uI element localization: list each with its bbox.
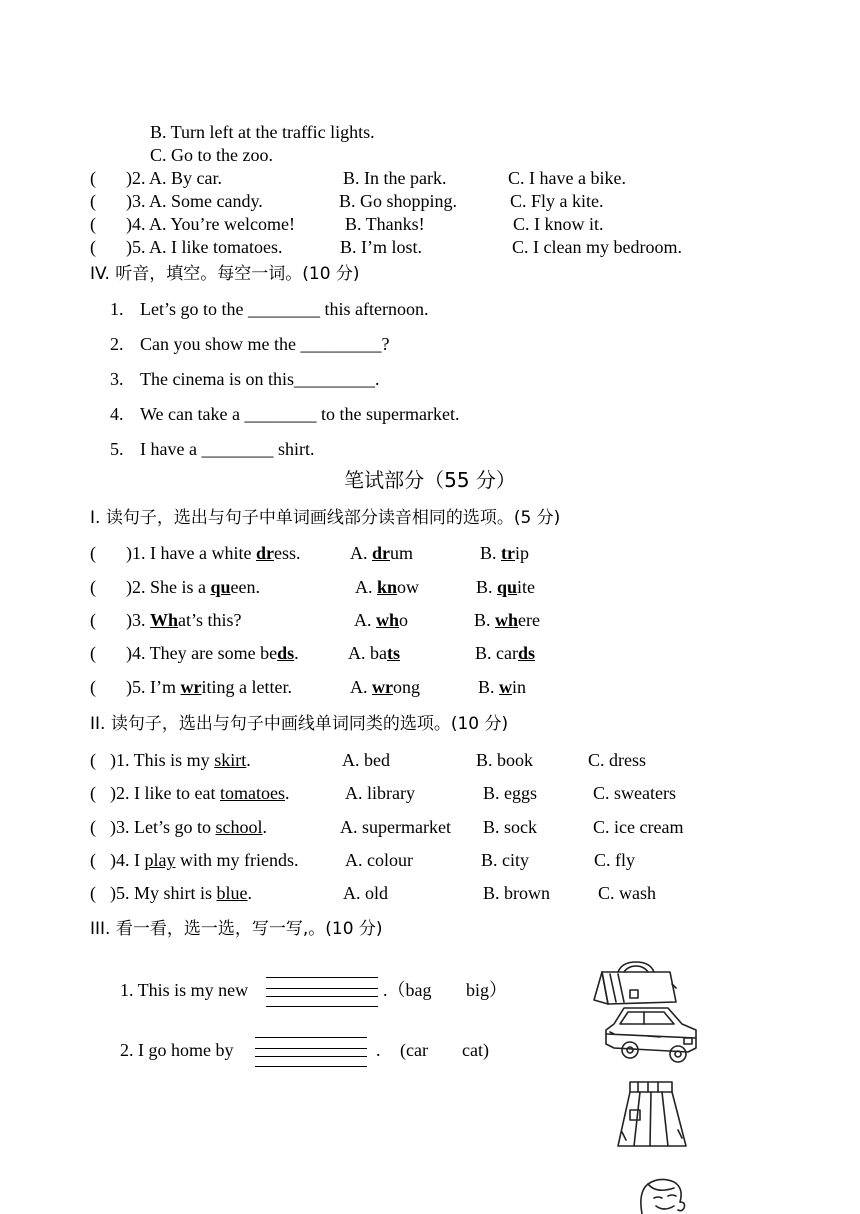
answer-bracket[interactable]: (	[90, 750, 96, 770]
item-number: 5.	[110, 439, 124, 459]
option-c: C. ice cream	[593, 817, 684, 837]
option-a: A. who	[354, 610, 409, 630]
question-text: )4. They are some beds.	[126, 643, 299, 663]
item-text: Let’s go to the ________ this afternoon.	[140, 299, 429, 319]
option-a: A. know	[355, 577, 420, 597]
listening-iii-option: C. Go to the zoo.	[150, 145, 273, 165]
fill-in-item[interactable]	[110, 403, 460, 425]
question-text: )2. I like to eat tomatoes.	[110, 783, 290, 803]
option-a: A. wrong	[350, 677, 420, 697]
option-c: C. sweaters	[593, 783, 676, 803]
option-c: C. wash	[598, 883, 656, 903]
question-text: )2. A. By car.	[126, 168, 222, 188]
listening-iii-option: B. Turn left at the traffic lights.	[150, 122, 375, 142]
option-a: A. drum	[350, 543, 414, 563]
question-row	[90, 676, 527, 698]
answer-bracket[interactable]: (	[90, 237, 96, 257]
option-b: B. cards	[475, 643, 535, 663]
question-text: )5. I’m writing a letter.	[126, 677, 292, 697]
answer-bracket[interactable]: (	[90, 610, 96, 630]
car-picture	[604, 1004, 700, 1066]
answer-bracket[interactable]: (	[90, 677, 96, 697]
question-row	[90, 236, 682, 258]
question-text: )2. She is a queen.	[126, 577, 261, 597]
writing-line[interactable]	[255, 1066, 367, 1067]
item-number: 1.	[110, 299, 124, 319]
option-b: B. Go shopping.	[339, 191, 458, 211]
question-text: )1. This is my skirt.	[110, 750, 251, 770]
fill-in-item[interactable]	[110, 368, 380, 390]
question-row	[90, 816, 684, 838]
question-text: )3. What’s this?	[126, 610, 242, 630]
question-row	[90, 642, 535, 664]
answer-bracket[interactable]: (	[90, 577, 96, 597]
question-row	[90, 609, 541, 631]
option-a: A. bed	[342, 750, 390, 770]
option-word: .	[376, 1040, 381, 1060]
answer-bracket[interactable]: (	[90, 783, 96, 803]
answer-bracket[interactable]: (	[90, 850, 96, 870]
option-a: A. bats	[348, 643, 400, 663]
option-b: B. city	[481, 850, 529, 870]
part-title: 笔试部分（55 分）	[344, 468, 516, 492]
answer-bracket[interactable]: (	[90, 543, 96, 563]
option-c: C. dress	[588, 750, 646, 770]
question-row	[90, 782, 676, 804]
question-row	[90, 542, 530, 564]
option-b: B. In the park.	[343, 168, 447, 188]
item-text: Can you show me the _________?	[140, 334, 390, 354]
option-word: big）	[466, 980, 508, 1000]
writing-line[interactable]	[266, 996, 378, 997]
item-number: 4.	[110, 404, 124, 424]
option-b: B. where	[474, 610, 541, 630]
question-text: )1. I have a white dress.	[126, 543, 301, 563]
question-prefix: 1. This is my new	[120, 980, 249, 1000]
item-text: I have a ________ shirt.	[140, 439, 315, 459]
question-text: )5. My shirt is blue.	[110, 883, 253, 903]
option-b: B. win	[478, 677, 527, 697]
option-c: C. I have a bike.	[508, 168, 626, 188]
item-number: 3.	[110, 369, 124, 389]
question-text: )3. A. Some candy.	[126, 191, 263, 211]
writing-line[interactable]	[266, 988, 378, 989]
section-heading: II. 读句子，选出与句子中画线单词同类的选项。(10 分)	[90, 714, 509, 734]
option-b: B. I’m lost.	[340, 237, 423, 257]
section-heading: III. 看一看，选一选，写一写,。(10 分)	[90, 919, 383, 939]
question-row	[90, 882, 656, 904]
option-a: A. colour	[345, 850, 413, 870]
question-row	[90, 213, 604, 235]
boy-face-picture	[634, 1176, 688, 1214]
fill-in-item[interactable]	[110, 298, 429, 320]
question-prefix: 2. I go home by	[120, 1040, 234, 1060]
option-c: C. I know it.	[513, 214, 604, 234]
item-text: We can take a ________ to the supermarket.	[140, 404, 460, 424]
skirt-picture	[614, 1080, 690, 1150]
option-b: B. sock	[483, 817, 537, 837]
option-c: C. Fly a kite.	[510, 191, 604, 211]
writing-line[interactable]	[266, 1006, 378, 1007]
option-word: cat)	[462, 1040, 489, 1060]
answer-bracket[interactable]: (	[90, 191, 96, 211]
option-c: C. fly	[594, 850, 636, 870]
writing-line[interactable]	[266, 977, 378, 978]
option-a: A. library	[345, 783, 415, 803]
question-row	[90, 190, 604, 212]
answer-bracket[interactable]: (	[90, 817, 96, 837]
question-row	[90, 749, 646, 771]
option-b: B. Thanks!	[345, 214, 425, 234]
fill-in-item[interactable]	[110, 333, 390, 355]
writing-line[interactable]	[255, 1048, 367, 1049]
option-c: C. I clean my bedroom.	[512, 237, 682, 257]
item-text: The cinema is on this_________.	[140, 369, 380, 389]
writing-line[interactable]	[255, 1056, 367, 1057]
question-text: )4. A. You’re welcome!	[126, 214, 295, 234]
option-word: .（bag	[383, 980, 432, 1000]
option-b: B. quite	[476, 577, 536, 597]
fill-in-item[interactable]	[110, 438, 315, 460]
option-a: A. supermarket	[340, 817, 451, 837]
answer-bracket[interactable]: (	[90, 643, 96, 663]
question-text: )4. I play with my friends.	[110, 850, 299, 870]
question-text: )5. A. I like tomatoes.	[126, 237, 283, 257]
item-number: 2.	[110, 334, 124, 354]
option-b: B. eggs	[483, 783, 537, 803]
question-row	[90, 849, 636, 871]
option-a: A. old	[343, 883, 388, 903]
answer-bracket[interactable]: (	[90, 214, 96, 234]
answer-bracket[interactable]: (	[90, 168, 96, 188]
option-word: (car	[400, 1040, 428, 1060]
option-b: B. trip	[480, 543, 530, 563]
question-text: )3. Let’s go to school.	[110, 817, 267, 837]
option-b: B. brown	[483, 883, 550, 903]
option-b: B. book	[476, 750, 534, 770]
section-heading: I. 读句子，选出与句子中单词画线部分读音相同的选项。(5 分)	[90, 508, 561, 528]
question-row	[90, 576, 536, 598]
section-heading: IV. 听音，填空。每空一词。(10 分)	[90, 264, 360, 284]
question-row	[90, 167, 626, 189]
answer-bracket[interactable]: (	[90, 883, 96, 903]
writing-line[interactable]	[255, 1037, 367, 1038]
